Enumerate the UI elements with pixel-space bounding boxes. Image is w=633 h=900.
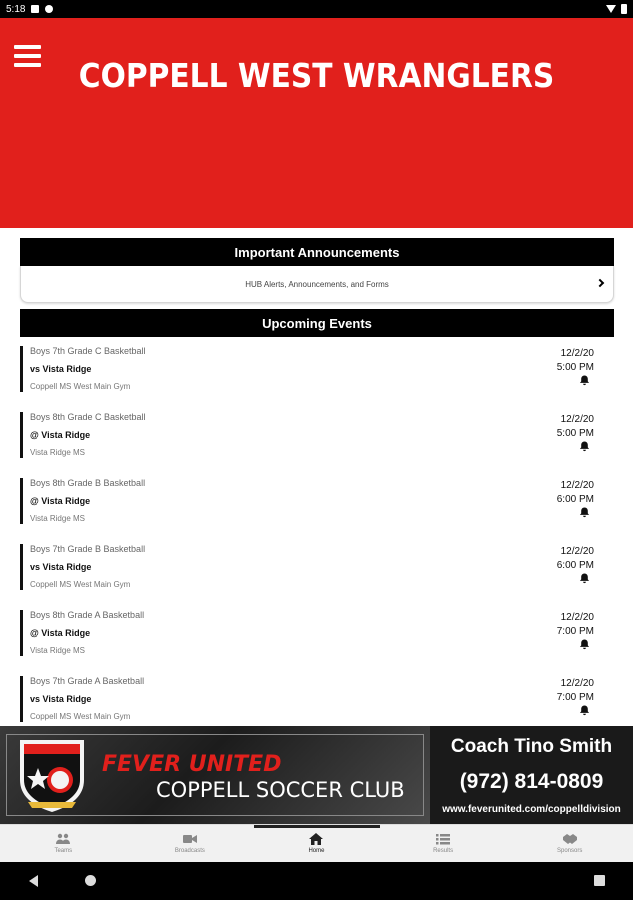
event-accent (20, 478, 23, 524)
nav-sponsors[interactable] (506, 825, 633, 862)
video-camera-icon (183, 833, 197, 845)
event-time: 7:00 PM (556, 692, 594, 703)
event-item[interactable] (20, 610, 614, 666)
announcements-heading: Important Announcements (20, 238, 614, 266)
scroll-indicator (254, 825, 380, 828)
sponsor-banner[interactable] (0, 726, 633, 824)
page-title: COPPELL WEST WRANGLERS (78, 56, 555, 95)
event-time: 5:00 PM (556, 428, 594, 439)
nav-results-label: Results (433, 848, 454, 854)
event-accent (20, 676, 23, 722)
bell-icon[interactable] (579, 705, 590, 716)
nav-broadcasts-label: Broadcasts (174, 848, 205, 854)
banner-graphic (0, 726, 430, 824)
event-opponent: vs Vista Ridge (30, 364, 92, 374)
event-item[interactable] (20, 544, 614, 600)
event-time: 5:00 PM (556, 362, 594, 373)
announcements-link[interactable] (20, 266, 614, 303)
club-crest-icon (14, 736, 90, 814)
banner-club-name: COPPELL SOCCER CLUB (156, 778, 405, 802)
event-accent (20, 544, 23, 590)
list-icon (436, 833, 450, 845)
people-icon (56, 833, 70, 845)
event-date: 12/2/20 (560, 612, 594, 623)
sync-icon (45, 5, 53, 13)
wifi-icon (606, 5, 616, 13)
bell-icon[interactable] (579, 375, 590, 386)
banner-contact (430, 726, 633, 824)
event-location: Coppell MS West Main Gym (30, 712, 131, 721)
nav-teams-label: Teams (54, 848, 73, 854)
event-item[interactable] (20, 676, 614, 726)
event-title: Boys 8th Grade A Basketball (30, 610, 145, 620)
system-nav-bar (0, 862, 633, 900)
event-title: Boys 7th Grade B Basketball (30, 544, 146, 554)
event-time: 7:00 PM (556, 626, 594, 637)
event-time: 6:00 PM (556, 494, 594, 505)
event-opponent: @ Vista Ridge (30, 430, 91, 440)
recent-apps-icon[interactable] (594, 875, 605, 886)
home-icon (309, 833, 323, 845)
event-location: Vista Ridge MS (30, 646, 85, 655)
event-date: 12/2/20 (560, 678, 594, 689)
event-opponent: @ Vista Ridge (30, 628, 91, 638)
hamburger-icon (14, 45, 41, 49)
nav-teams[interactable] (0, 825, 127, 862)
coach-name: Coach Tino Smith (450, 736, 613, 757)
event-location: Coppell MS West Main Gym (30, 580, 131, 589)
coach-phone: (972) 814-0809 (459, 770, 604, 793)
event-accent (20, 610, 23, 656)
announcements-link-label: HUB Alerts, Announcements, and Forms (245, 279, 389, 289)
event-location: Vista Ridge MS (30, 448, 85, 457)
bell-icon[interactable] (579, 441, 590, 452)
event-opponent: @ Vista Ridge (30, 496, 91, 506)
nav-home-label: Home (308, 848, 325, 854)
event-location: Vista Ridge MS (30, 514, 85, 523)
event-title: Boys 7th Grade A Basketball (30, 676, 145, 686)
event-opponent: vs Vista Ridge (30, 694, 92, 704)
event-title: Boys 7th Grade C Basketball (30, 346, 146, 356)
bell-icon[interactable] (579, 573, 590, 584)
event-accent (20, 412, 23, 458)
events-list[interactable] (0, 336, 633, 726)
notification-icon (31, 5, 39, 13)
battery-icon (621, 4, 627, 14)
chevron-right-icon (596, 279, 604, 287)
event-accent (20, 346, 23, 392)
status-bar (0, 0, 633, 18)
event-item[interactable] (20, 412, 614, 468)
nav-broadcasts[interactable] (127, 825, 254, 862)
event-date: 12/2/20 (560, 480, 594, 491)
event-title: Boys 8th Grade B Basketball (30, 478, 146, 488)
status-time: 5:18 (6, 3, 26, 15)
event-location: Coppell MS West Main Gym (30, 382, 131, 391)
event-item[interactable] (20, 346, 614, 402)
bell-icon[interactable] (579, 507, 590, 518)
app-header (0, 18, 633, 228)
upcoming-events-heading: Upcoming Events (20, 309, 614, 337)
event-date: 12/2/20 (560, 546, 594, 557)
sponsor-url: www.feverunited.com/coppelldivision (442, 804, 621, 815)
event-date: 12/2/20 (560, 348, 594, 359)
event-time: 6:00 PM (556, 560, 594, 571)
event-date: 12/2/20 (560, 414, 594, 425)
event-item[interactable] (20, 478, 614, 534)
nav-sponsors-label: Sponsors (556, 848, 583, 854)
back-icon[interactable] (29, 875, 38, 887)
nav-results[interactable] (380, 825, 507, 862)
nav-home[interactable] (253, 825, 380, 862)
banner-brand: FEVER UNITED (102, 752, 282, 777)
home-circle-icon[interactable] (85, 875, 96, 886)
handshake-icon (563, 833, 577, 845)
bottom-nav (0, 824, 633, 862)
event-opponent: vs Vista Ridge (30, 562, 92, 572)
bell-icon[interactable] (579, 639, 590, 650)
event-title: Boys 8th Grade C Basketball (30, 412, 146, 422)
